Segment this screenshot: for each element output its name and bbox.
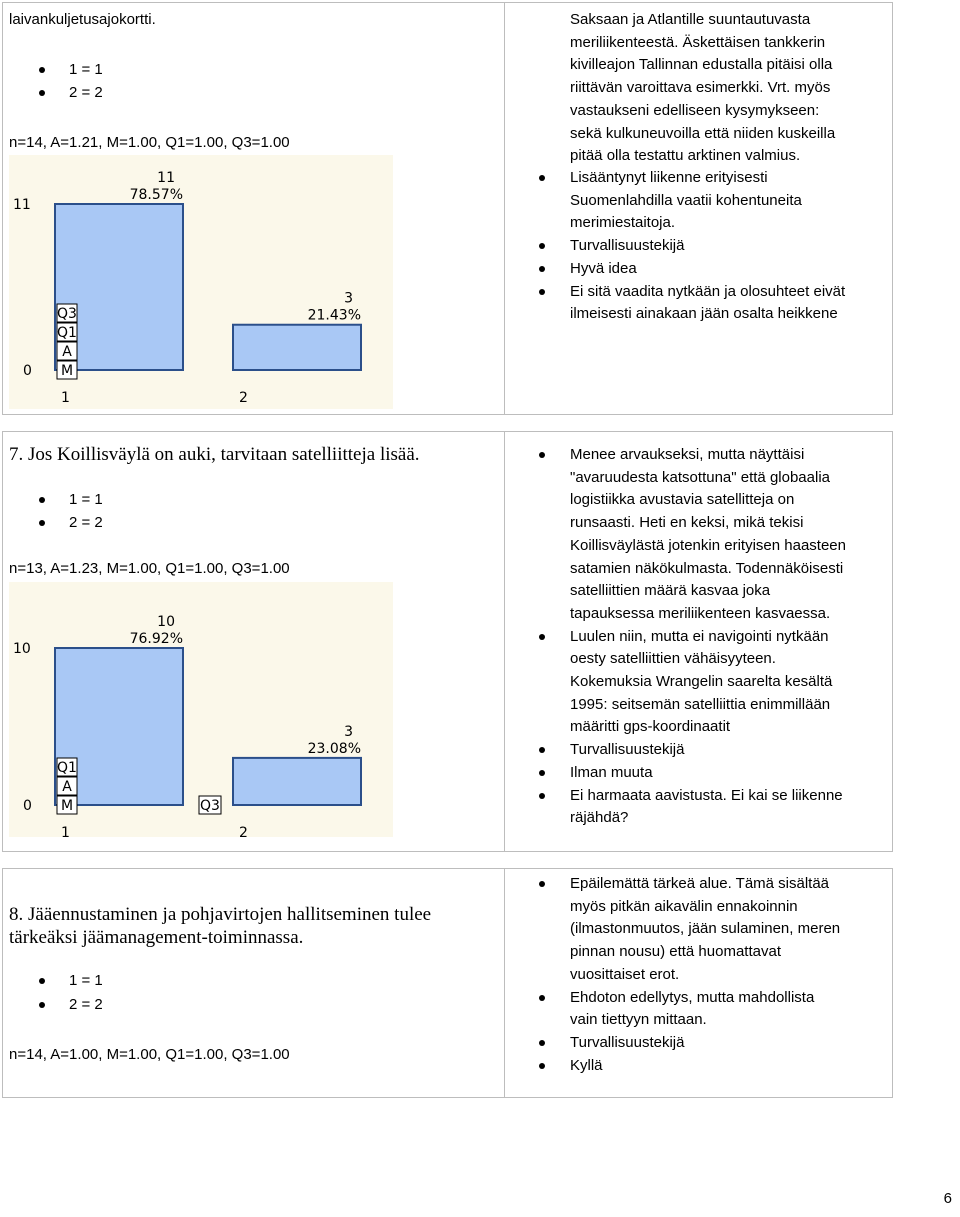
data-label-percent: 23.08%: [307, 740, 361, 757]
comment-line: Suomenlahdilla vaatii kohentuneita: [570, 191, 802, 209]
comment-line: meriliikenteestä. Äskettäisen tankkerin: [570, 33, 826, 51]
row3-right-cell: [504, 868, 893, 1098]
stat-marker-label: M: [60, 798, 74, 814]
data-label-percent: 21.43%: [307, 307, 361, 324]
comment-line: tapauksessa meriliikenteen kasvaessa.: [570, 604, 831, 622]
x-tick-label: 1: [61, 390, 70, 406]
y-tick-label: 0: [23, 363, 32, 379]
bar-chart-q7: [9, 582, 393, 837]
comment-line: Hyvä idea: [570, 259, 637, 277]
stat-marker-label: Q1: [57, 325, 77, 341]
bullet-dot: [539, 1063, 545, 1069]
comment-line: Ei harmaata aavistusta. Ei kai se liikenne: [570, 786, 843, 804]
comment-line: pinnan nousu) että huomattavat: [570, 943, 781, 961]
data-label-count: 11: [157, 170, 175, 186]
comment-line: räjähdä?: [570, 809, 629, 827]
stat-marker-label: Q3: [57, 306, 77, 322]
comment-line: runsaasti. Heti en keksi, mikä tekisi: [570, 514, 804, 532]
x-tick-label: 2: [239, 390, 248, 406]
bullet-dot: [539, 634, 545, 640]
comment-line: myös pitkän aikavälin ennakoinnin: [570, 897, 798, 915]
row1-option-1: 1 = 1: [39, 59, 103, 82]
stat-marker-label: A: [62, 344, 72, 360]
comment-line: "avaruudesta katsottuna" että globaalia: [570, 468, 830, 486]
bullet-dot: [539, 770, 545, 776]
data-label-percent: 78.57%: [129, 187, 183, 203]
comment-line: satelliittien määrä kasvaa joka: [570, 582, 771, 600]
comment-line: Turvallisuustekijä: [570, 741, 685, 759]
bullet-dot: [539, 881, 545, 887]
comment-line: merimiestaitoja.: [570, 214, 676, 232]
row1-right-cell: [504, 2, 893, 415]
y-tick-label: 10: [13, 641, 31, 657]
bullet-dot: [539, 243, 545, 249]
comment-line: pitää olla testattu arktinen valmius.: [570, 147, 801, 165]
row3-option-2: 2 = 2: [39, 994, 103, 1017]
comment-line: Saksaan ja Atlantille suuntautuvasta: [570, 11, 811, 28]
comment-line: kivilleajon Tallinnan edustalla pitäisi olla: [570, 56, 833, 74]
comment-line: Ilman muuta: [570, 763, 653, 781]
comment-line: Epäilemättä tärkeä alue. Tämä sisältää: [570, 875, 830, 892]
stat-marker-label: M: [60, 363, 74, 379]
comment-line: satamien näkökulmasta. Todennäköisesti: [570, 559, 844, 577]
row1-stats: n=14, A=1.21, M=1.00, Q1=1.00, Q3=1.00: [9, 134, 290, 151]
comment-line: logistiikka avustavia satellitteja on: [570, 491, 795, 509]
row1-option-2: 2 = 2: [39, 82, 103, 105]
row2-left-cell: [2, 431, 505, 852]
x-tick-label: 2: [239, 825, 248, 837]
row3-stats: n=14, A=1.00, M=1.00, Q1=1.00, Q3=1.00: [9, 1046, 290, 1063]
x-tick-label: 1: [61, 825, 70, 837]
row2-right-cell: [504, 431, 893, 852]
row2-stats: n=13, A=1.23, M=1.00, Q1=1.00, Q3=1.00: [9, 560, 290, 577]
comment-line: Turvallisuustekijä: [570, 237, 685, 255]
comment-line: Kyllä: [570, 1056, 603, 1074]
comment-line: Ei sitä vaadita nytkään ja olosuhteet eivät: [570, 282, 846, 300]
bullet-dot: [539, 793, 545, 799]
comment-line: riittävän varoittava esimerkki. Vrt. myös: [570, 79, 831, 97]
stat-marker-label: Q3: [200, 798, 220, 814]
comment-line: vuosittaiset erot.: [570, 965, 680, 983]
data-label-count: 3: [344, 290, 353, 307]
bullet-dot: [539, 995, 545, 1001]
bullet-dot: [539, 289, 545, 295]
bullet-dot: [539, 1040, 545, 1046]
row3-left-cell: [2, 868, 505, 1098]
stat-marker-label: Q1: [57, 760, 77, 776]
row3-question-line-1: 8. Jääennustaminen ja pohjavirtojen hallitseminen tulee: [9, 904, 432, 925]
row3-question-line-2: tärkeäksi jäämanagement-toiminnassa.: [9, 927, 304, 948]
bullet-dot: [539, 175, 545, 181]
comment-line: vain tiettyyn mittaan.: [570, 1011, 707, 1029]
bullet-dot: [539, 747, 545, 753]
row1-left-cell: [2, 2, 505, 415]
comment-line: Kokemuksia Wrangelin saarelta kesältä: [570, 673, 833, 690]
comment-line: Ehdoton edellytys, mutta mahdollista: [570, 988, 815, 1006]
comment-line: Menee arvaukseksi, mutta näyttäisi: [570, 446, 805, 463]
stat-marker-label: A: [62, 779, 72, 795]
comment-line: vastaukseni edelliseen kysymykseen:: [570, 101, 820, 119]
bullet-dot: [539, 266, 545, 272]
comment-line: (ilmastonmuutos, jään sulaminen, meren: [570, 920, 841, 938]
comment-line: Koillisväylästä jotenkin erityisen haasteen: [570, 536, 846, 554]
comment-line: määritti gps-koordinaatit: [570, 718, 731, 736]
data-label-percent: 76.92%: [129, 631, 183, 647]
bar: [233, 758, 361, 805]
row2-option-1: 1 = 1: [39, 489, 103, 512]
comment-line: Luulen niin, mutta ei navigointi nytkään: [570, 627, 829, 645]
y-tick-label: 11: [13, 197, 31, 213]
row2-option-2: 2 = 2: [39, 512, 103, 535]
comment-line: sekä kulkuneuvoilla että niiden kuskeilla: [570, 124, 836, 142]
row2-question: 7. Jos Koillisväylä on auki, tarvitaan satelliitteja lisää.: [9, 444, 420, 465]
comment-line: Turvallisuustekijä: [570, 1033, 685, 1051]
bar: [233, 325, 361, 370]
comment-line: Lisääntynyt liikenne erityisesti: [570, 169, 768, 186]
y-tick-label: 0: [23, 798, 32, 814]
data-label-count: 10: [157, 614, 175, 630]
bar-chart-q6: [9, 155, 393, 409]
data-label-count: 3: [344, 723, 353, 740]
comment-line: oesty satelliittien vähäisyyteen.: [570, 650, 776, 668]
page-number: 6: [943, 1190, 952, 1207]
comment-line: 1995: seitsemän satelliittia enimmillään: [570, 695, 831, 713]
comment-line: ilmeisesti ainakaan jään osalta heikkene: [570, 305, 838, 323]
row1-top-text: laivankuljetusajokortti.: [9, 11, 156, 28]
row3-option-1: 1 = 1: [39, 970, 103, 993]
bullet-dot: [539, 452, 545, 458]
